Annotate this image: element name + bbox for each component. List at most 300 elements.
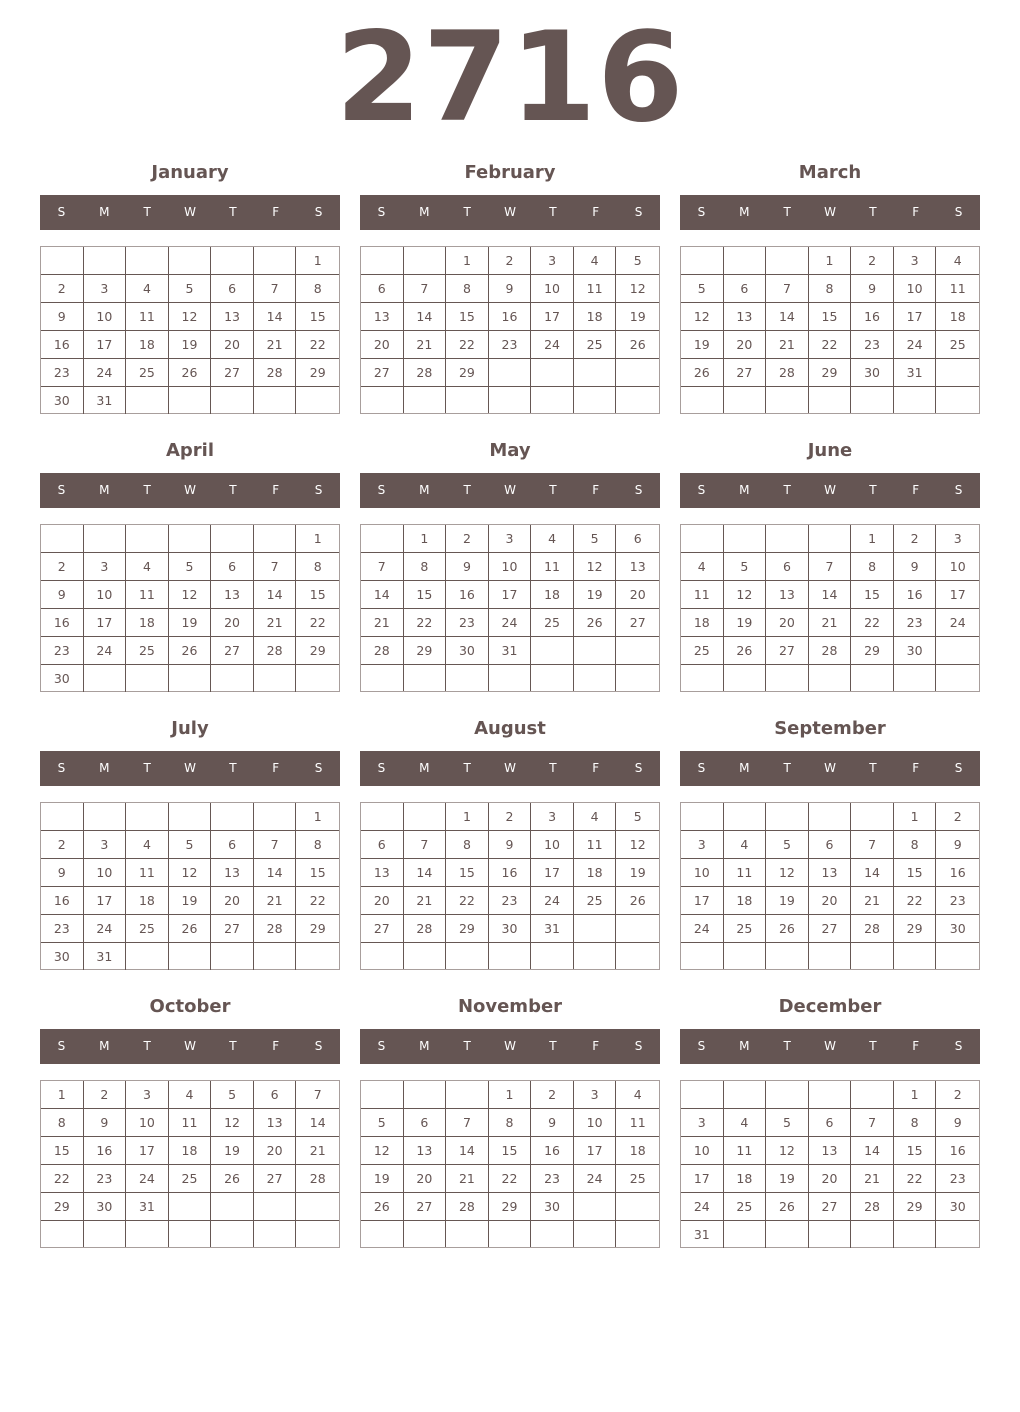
weekday-label: S <box>697 1039 706 1053</box>
day-cell: 19 <box>169 609 212 637</box>
day-cell <box>404 665 447 691</box>
day-cell: 13 <box>404 1137 447 1165</box>
day-cell: 7 <box>404 275 447 303</box>
day-cell <box>84 525 127 553</box>
day-cell: 12 <box>766 859 809 887</box>
day-cell <box>296 943 339 970</box>
day-cell <box>809 525 852 553</box>
day-cell <box>766 803 809 831</box>
day-cell: 11 <box>936 275 979 303</box>
day-cell: 29 <box>809 359 852 387</box>
day-cell <box>254 1193 297 1221</box>
day-cell: 26 <box>169 637 212 665</box>
day-cell: 27 <box>809 915 852 943</box>
day-cell <box>211 247 254 275</box>
day-cell: 27 <box>404 1193 447 1221</box>
day-cell <box>296 1221 339 1247</box>
day-cell <box>616 915 659 943</box>
day-cell <box>169 803 212 831</box>
day-cell: 7 <box>766 275 809 303</box>
day-cell: 15 <box>894 859 937 887</box>
day-cell <box>169 247 212 275</box>
day-cell: 28 <box>851 915 894 943</box>
day-cell: 10 <box>894 275 937 303</box>
weekday-label: M <box>419 1039 430 1053</box>
day-cell: 16 <box>894 581 937 609</box>
weekday-label: W <box>184 761 196 775</box>
day-cell: 21 <box>766 331 809 359</box>
weekday-label: S <box>314 1039 323 1053</box>
day-cell: 19 <box>616 859 659 887</box>
weekday-label: W <box>824 1039 836 1053</box>
day-cell: 7 <box>296 1081 339 1109</box>
weekday-label: S <box>954 205 963 219</box>
day-cell: 6 <box>254 1081 297 1109</box>
day-cell: 15 <box>296 581 339 609</box>
day-grid <box>40 246 340 414</box>
day-cell: 19 <box>766 887 809 915</box>
day-cell: 7 <box>361 553 404 581</box>
weekday-label: S <box>314 761 323 775</box>
day-cell <box>41 247 84 275</box>
day-cell: 1 <box>851 525 894 553</box>
day-cell <box>211 387 254 414</box>
day-cell: 27 <box>809 1193 852 1221</box>
day-cell: 30 <box>84 1193 127 1221</box>
day-cell: 7 <box>851 831 894 859</box>
day-cell: 16 <box>936 1137 979 1165</box>
day-cell: 12 <box>724 581 767 609</box>
weekday-label: S <box>57 483 66 497</box>
day-cell: 1 <box>894 1081 937 1109</box>
day-cell: 23 <box>489 887 532 915</box>
day-cell <box>254 803 297 831</box>
weekday-label: W <box>824 761 836 775</box>
day-cell <box>84 665 127 692</box>
day-grid <box>360 246 660 414</box>
day-cell <box>404 1221 447 1247</box>
day-cell: 13 <box>361 859 404 887</box>
day-cell: 19 <box>169 331 212 359</box>
day-cell: 2 <box>41 831 84 859</box>
day-cell: 4 <box>531 525 574 553</box>
day-cell: 3 <box>681 1109 724 1137</box>
weekday-label: M <box>99 761 110 775</box>
day-cell: 26 <box>211 1165 254 1193</box>
day-grid <box>40 1080 340 1248</box>
day-cell <box>574 637 617 665</box>
day-cell <box>616 1221 659 1247</box>
day-cell: 16 <box>41 887 84 915</box>
day-cell: 17 <box>84 331 127 359</box>
day-cell: 24 <box>574 1165 617 1193</box>
day-cell: 29 <box>851 637 894 665</box>
weekday-label: S <box>954 761 963 775</box>
day-cell: 25 <box>936 331 979 359</box>
day-cell: 22 <box>404 609 447 637</box>
month-title: July <box>171 718 209 739</box>
day-cell: 20 <box>211 887 254 915</box>
day-grid <box>680 524 980 692</box>
day-cell <box>254 1221 297 1247</box>
weekday-header-bar <box>360 751 660 786</box>
day-grid <box>360 802 660 970</box>
day-cell <box>574 387 617 413</box>
day-cell <box>211 803 254 831</box>
weekday-label: T <box>783 1039 791 1053</box>
day-cell: 19 <box>574 581 617 609</box>
day-cell: 10 <box>681 859 724 887</box>
day-cell: 6 <box>809 1109 852 1137</box>
day-cell: 17 <box>894 303 937 331</box>
weekday-label: M <box>739 761 750 775</box>
day-cell: 20 <box>361 887 404 915</box>
day-cell: 28 <box>404 359 447 387</box>
day-cell: 4 <box>169 1081 212 1109</box>
weekday-label: F <box>912 1039 920 1053</box>
weekday-label: F <box>272 761 280 775</box>
day-cell: 10 <box>126 1109 169 1137</box>
day-cell: 25 <box>126 359 169 387</box>
day-cell: 27 <box>616 609 659 637</box>
weekday-label: F <box>912 483 920 497</box>
day-cell: 8 <box>851 553 894 581</box>
day-cell: 25 <box>724 1193 767 1221</box>
day-cell <box>41 803 84 831</box>
day-cell: 26 <box>574 609 617 637</box>
weekday-label: T <box>549 205 557 219</box>
day-cell <box>489 943 532 969</box>
day-cell: 7 <box>254 553 297 581</box>
day-cell: 15 <box>41 1137 84 1165</box>
weekday-label: M <box>99 205 110 219</box>
day-cell: 23 <box>41 915 84 943</box>
day-cell: 1 <box>894 803 937 831</box>
day-cell: 31 <box>489 637 532 665</box>
day-cell: 10 <box>531 831 574 859</box>
weekday-label: T <box>869 205 877 219</box>
day-cell: 13 <box>254 1109 297 1137</box>
day-cell <box>489 387 532 413</box>
day-cell: 19 <box>766 1165 809 1193</box>
day-cell: 5 <box>211 1081 254 1109</box>
day-cell: 8 <box>404 553 447 581</box>
day-cell: 24 <box>489 609 532 637</box>
day-cell <box>531 387 574 413</box>
day-cell: 26 <box>361 1193 404 1221</box>
weekday-label: S <box>377 1039 386 1053</box>
day-cell: 17 <box>126 1137 169 1165</box>
day-cell <box>616 387 659 413</box>
day-cell: 28 <box>296 1165 339 1193</box>
day-cell: 2 <box>41 275 84 303</box>
day-cell: 24 <box>531 887 574 915</box>
weekday-header-bar <box>40 1029 340 1064</box>
weekday-label: M <box>739 483 750 497</box>
day-cell: 21 <box>361 609 404 637</box>
day-cell: 15 <box>446 303 489 331</box>
month-title: September <box>774 718 886 739</box>
day-cell <box>404 803 447 831</box>
weekday-label: T <box>463 1039 471 1053</box>
weekday-label: T <box>143 761 151 775</box>
day-cell: 22 <box>894 1165 937 1193</box>
weekday-label: S <box>697 483 706 497</box>
day-cell: 28 <box>404 915 447 943</box>
day-cell <box>851 1221 894 1248</box>
day-cell: 4 <box>616 1081 659 1109</box>
day-cell: 13 <box>724 303 767 331</box>
day-cell: 4 <box>126 831 169 859</box>
weekday-label: F <box>592 483 600 497</box>
day-cell: 14 <box>404 303 447 331</box>
day-cell: 19 <box>681 331 724 359</box>
day-cell: 18 <box>574 859 617 887</box>
day-cell: 15 <box>894 1137 937 1165</box>
day-cell <box>616 1193 659 1221</box>
weekday-label: F <box>912 205 920 219</box>
day-cell: 11 <box>681 581 724 609</box>
day-cell: 7 <box>254 275 297 303</box>
day-cell: 3 <box>936 525 979 553</box>
day-cell: 15 <box>851 581 894 609</box>
day-cell: 8 <box>894 831 937 859</box>
weekday-label: T <box>869 483 877 497</box>
day-cell: 12 <box>616 831 659 859</box>
day-cell: 4 <box>574 803 617 831</box>
day-cell: 31 <box>531 915 574 943</box>
day-cell: 8 <box>809 275 852 303</box>
day-cell <box>681 525 724 553</box>
day-cell: 11 <box>724 859 767 887</box>
day-cell <box>851 387 894 413</box>
weekday-label: T <box>143 205 151 219</box>
day-cell: 31 <box>84 387 127 414</box>
day-cell: 21 <box>851 887 894 915</box>
day-cell <box>531 637 574 665</box>
day-cell: 7 <box>809 553 852 581</box>
day-cell <box>531 359 574 387</box>
day-cell: 15 <box>446 859 489 887</box>
day-cell: 21 <box>254 331 297 359</box>
weekday-label: S <box>377 205 386 219</box>
weekday-header-bar <box>40 195 340 230</box>
day-cell: 22 <box>809 331 852 359</box>
day-cell: 2 <box>489 247 532 275</box>
day-cell: 1 <box>446 803 489 831</box>
day-cell <box>126 525 169 553</box>
day-cell <box>724 803 767 831</box>
day-cell <box>851 1081 894 1109</box>
day-cell <box>84 247 127 275</box>
weekday-label: M <box>739 1039 750 1053</box>
day-cell <box>809 803 852 831</box>
day-cell: 1 <box>809 247 852 275</box>
weekday-header-bar <box>680 473 980 508</box>
weekday-label: T <box>229 205 237 219</box>
weekday-label: W <box>824 483 836 497</box>
day-cell: 12 <box>766 1137 809 1165</box>
day-cell: 20 <box>361 331 404 359</box>
weekday-header-bar <box>680 1029 980 1064</box>
day-cell <box>211 1193 254 1221</box>
weekday-label: S <box>314 205 323 219</box>
day-cell: 24 <box>84 915 127 943</box>
day-cell: 29 <box>446 915 489 943</box>
day-cell: 1 <box>404 525 447 553</box>
day-cell: 28 <box>361 637 404 665</box>
day-cell: 24 <box>894 331 937 359</box>
day-cell <box>126 943 169 970</box>
weekday-label: T <box>229 1039 237 1053</box>
day-cell: 29 <box>296 359 339 387</box>
day-cell: 16 <box>489 859 532 887</box>
day-cell: 20 <box>254 1137 297 1165</box>
day-cell: 3 <box>574 1081 617 1109</box>
weekday-label: W <box>504 1039 516 1053</box>
day-cell: 29 <box>489 1193 532 1221</box>
day-cell: 10 <box>574 1109 617 1137</box>
day-cell: 17 <box>531 859 574 887</box>
day-cell: 13 <box>211 581 254 609</box>
day-cell <box>489 359 532 387</box>
day-cell: 13 <box>361 303 404 331</box>
day-cell: 22 <box>894 887 937 915</box>
day-cell <box>851 803 894 831</box>
day-cell: 26 <box>169 915 212 943</box>
day-cell <box>936 665 979 691</box>
day-cell: 6 <box>361 831 404 859</box>
day-cell <box>851 665 894 691</box>
day-cell <box>361 1221 404 1247</box>
day-cell: 3 <box>894 247 937 275</box>
day-cell: 8 <box>296 275 339 303</box>
weekday-label: T <box>783 483 791 497</box>
day-cell: 20 <box>809 1165 852 1193</box>
day-cell: 8 <box>41 1109 84 1137</box>
day-cell: 29 <box>446 359 489 387</box>
day-cell: 28 <box>254 915 297 943</box>
day-cell: 18 <box>531 581 574 609</box>
day-cell: 16 <box>531 1137 574 1165</box>
day-cell: 9 <box>936 1109 979 1137</box>
weekday-label: T <box>549 483 557 497</box>
weekday-label: S <box>954 483 963 497</box>
day-cell: 13 <box>211 303 254 331</box>
day-grid <box>40 802 340 970</box>
weekday-label: S <box>697 761 706 775</box>
day-cell <box>254 525 297 553</box>
day-cell <box>126 803 169 831</box>
day-cell: 14 <box>851 1137 894 1165</box>
day-cell: 9 <box>41 581 84 609</box>
day-cell: 14 <box>404 859 447 887</box>
day-grid <box>680 802 980 970</box>
weekday-label: T <box>869 1039 877 1053</box>
weekday-label: W <box>504 761 516 775</box>
day-cell <box>361 387 404 413</box>
day-cell: 29 <box>41 1193 84 1221</box>
weekday-label: W <box>184 483 196 497</box>
day-cell: 27 <box>211 359 254 387</box>
day-cell: 5 <box>169 831 212 859</box>
day-cell <box>531 943 574 969</box>
day-cell: 5 <box>616 247 659 275</box>
day-cell <box>254 665 297 692</box>
day-cell: 16 <box>446 581 489 609</box>
day-cell: 3 <box>681 831 724 859</box>
day-cell <box>766 1081 809 1109</box>
weekday-label: W <box>824 205 836 219</box>
day-cell: 9 <box>851 275 894 303</box>
day-cell: 14 <box>809 581 852 609</box>
day-cell: 7 <box>254 831 297 859</box>
weekday-label: T <box>143 1039 151 1053</box>
day-cell: 5 <box>616 803 659 831</box>
day-cell: 23 <box>446 609 489 637</box>
day-cell: 10 <box>84 859 127 887</box>
day-cell: 7 <box>404 831 447 859</box>
day-cell: 24 <box>84 359 127 387</box>
weekday-label: T <box>549 761 557 775</box>
day-cell: 16 <box>936 859 979 887</box>
day-cell <box>766 1221 809 1248</box>
day-cell: 26 <box>169 359 212 387</box>
weekday-label: F <box>272 205 280 219</box>
day-cell: 24 <box>681 1193 724 1221</box>
weekday-label: F <box>592 205 600 219</box>
day-cell: 25 <box>126 915 169 943</box>
day-cell: 27 <box>361 915 404 943</box>
day-cell <box>531 665 574 691</box>
day-cell: 8 <box>894 1109 937 1137</box>
day-cell <box>404 1081 447 1109</box>
day-cell: 15 <box>404 581 447 609</box>
month-title: December <box>778 996 882 1017</box>
weekday-label: T <box>783 205 791 219</box>
day-cell: 4 <box>936 247 979 275</box>
day-cell <box>361 803 404 831</box>
day-cell: 15 <box>296 859 339 887</box>
day-cell: 6 <box>724 275 767 303</box>
day-cell: 3 <box>126 1081 169 1109</box>
day-cell <box>254 943 297 970</box>
day-cell: 24 <box>681 915 724 943</box>
month-title: June <box>807 440 853 461</box>
day-cell: 14 <box>361 581 404 609</box>
weekday-header-bar <box>40 751 340 786</box>
day-cell: 12 <box>169 581 212 609</box>
weekday-label: M <box>99 1039 110 1053</box>
day-grid <box>360 524 660 692</box>
weekday-label: M <box>739 205 750 219</box>
day-cell: 19 <box>211 1137 254 1165</box>
day-cell: 26 <box>724 637 767 665</box>
day-cell: 31 <box>84 943 127 970</box>
day-cell <box>489 665 532 691</box>
day-cell: 20 <box>766 609 809 637</box>
day-cell: 12 <box>169 859 212 887</box>
day-cell: 21 <box>809 609 852 637</box>
day-cell: 15 <box>809 303 852 331</box>
day-cell: 23 <box>489 331 532 359</box>
day-grid <box>680 246 980 414</box>
day-cell: 2 <box>446 525 489 553</box>
day-cell: 2 <box>894 525 937 553</box>
day-cell: 2 <box>936 803 979 831</box>
day-cell <box>169 943 212 970</box>
day-cell: 23 <box>84 1165 127 1193</box>
